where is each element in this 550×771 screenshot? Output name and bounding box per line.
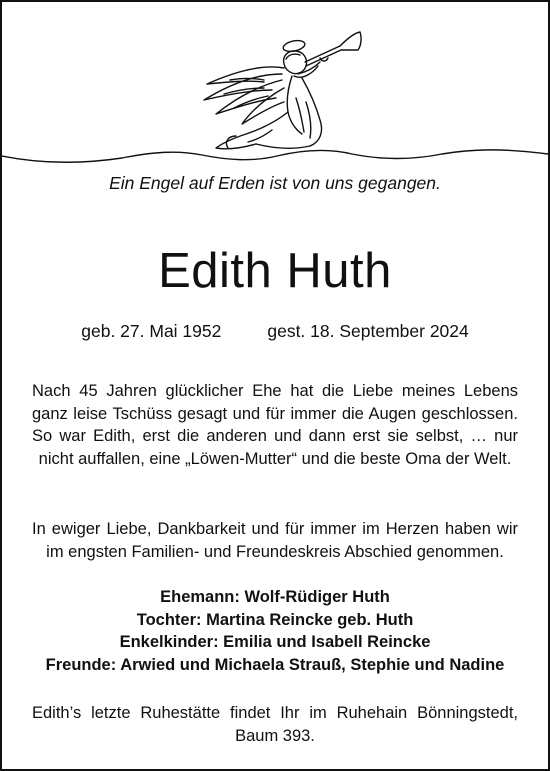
farewell-paragraph: In ewiger Liebe, Dankbarkeit und für immer im Herzen haben wir im engsten Familien- und Freundeskreis Abschied genommen. xyxy=(32,520,518,561)
mourner-line: Tochter: Martina Reincke geb. Huth xyxy=(136,610,414,629)
mourner-line: Enkelkinder: Emilia und Isabell Reincke xyxy=(119,633,431,652)
resting-place-paragraph: Edith’s letzte Ruhestätte findet Ihr im Ruhehain Bönningstedt, Baum 393. xyxy=(32,704,518,745)
mourners-list xyxy=(2,586,548,676)
mourner-line: Ehemann: Wolf-Rüdiger Huth xyxy=(160,588,390,606)
birth-date: geb. 27. Mai 1952 xyxy=(81,321,222,341)
deceased-name: Edith Huth xyxy=(158,244,392,298)
mourner-line: Freunde: Arwied und Michaela Strauß, Stephie und Nadine xyxy=(45,655,505,674)
life-dates xyxy=(2,321,548,342)
death-date: gest. 18. September 2024 xyxy=(267,321,469,341)
memorial-quote: Ein Engel auf Erden ist von uns gegangen. xyxy=(109,173,441,193)
angel-with-trumpet-icon xyxy=(2,2,548,172)
tribute-paragraph: Nach 45 Jahren glücklicher Ehe hat die Liebe meines Lebens ganz leise Tschüss gesagt und für immer die Augen geschlossen. So war Edith, erst die anderen und dann erst sie selbst, … nur nicht auffallen, eine „Löwen-Mutter“ und die beste Oma der Welt. xyxy=(32,382,518,468)
